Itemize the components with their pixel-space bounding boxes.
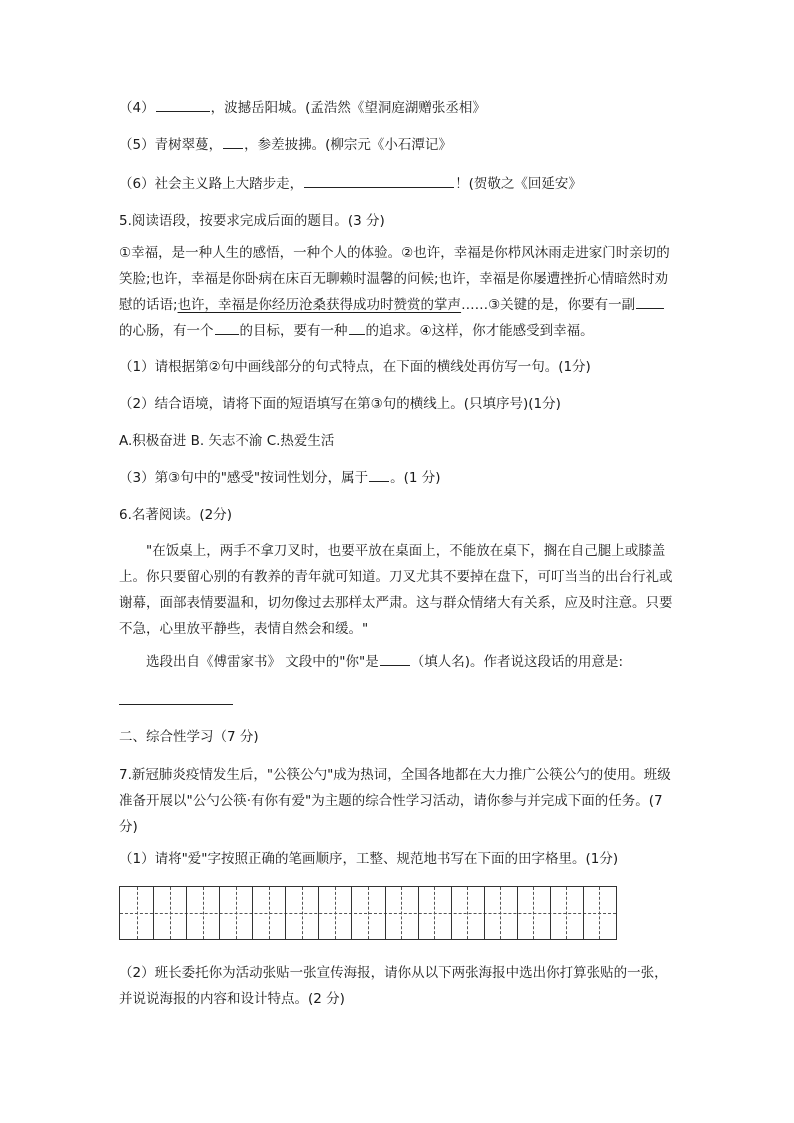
reading-passage (119, 240, 677, 344)
sub-question-3 (119, 467, 441, 489)
grid-cell-dash (269, 887, 270, 939)
grid-cell-dash (236, 887, 237, 939)
answer-blank[interactable] (349, 320, 365, 335)
section-7-sub-2: （2）班长委托你为活动张贴一张宣传海报，请你从以下两张海报中选出你打算张贴的一张，并说说海报的内容和设计特点。(2 分) (119, 965, 668, 1007)
grid-cell-dash (599, 887, 600, 939)
sub-question-1: （1）请根据第②句中画线部分的句式特点，在下面的横线处再仿写一句。(1分) (119, 359, 591, 375)
sub3-text: （3）第③句中的"感受"按词性划分，属于 (119, 470, 369, 486)
grid-cell-border (153, 887, 154, 939)
answer-blank[interactable] (304, 173, 454, 188)
sub3-end: 。(1 分) (390, 470, 441, 486)
answer-blank[interactable] (156, 97, 210, 112)
section-6-title: 6.名著阅读。(2分) (119, 507, 233, 523)
q5-prefix: （5）青树翠蔓， (119, 137, 223, 153)
grid-cell-dash (170, 887, 171, 939)
book-quote: "在饭桌上，两手不拿刀叉时，也要平放在桌面上，不能放在桌下，搁在自己腿上或膝盖上。你只要留心别的有教养的青年就可知道。刀叉尤其不要掉在盘下，可叮当当的出台行礼或谢幕，面部表情要温和，切勿像过去那样太严肃。这与群众情绪大有关系，应及时注意。只要不急，心里放平静些，表情自然会和缓。" (119, 543, 673, 637)
q6-text: ！(贺敬之《回延安》 (455, 176, 582, 192)
answer-line[interactable] (119, 704, 233, 705)
poem-fill-5 (119, 134, 452, 156)
grid-cell-dash (137, 887, 138, 939)
section-7-intro: 7.新冠肺炎疫情发生后，"公筷公勺"成为热词，全国各地都在大力推广公筷公勺的使用。班级准备开展以"公勺公筷·有你有爱"为主题的综合性学习活动，请你参与并完成下面的任务。(7分) (119, 767, 671, 835)
grid-cell-dash (533, 887, 534, 939)
grid-cell-border (517, 887, 518, 939)
answer-options: A.积极奋进 B. 矢志不渝 C.热爱生活 (119, 433, 335, 449)
grid-cell-border (550, 887, 551, 939)
sub-question-2: （2）结合语境，请将下面的短语填写在第③句的横线上。(只填序号)(1分) (119, 396, 561, 412)
passage-sentence-4: 的目标，要有一种 (239, 323, 348, 339)
sec6-question-a: 选段出自《傅雷家书》 文段中的"你"是 (146, 654, 379, 670)
grid-cell-border (385, 887, 386, 939)
grid-cell-border (285, 887, 286, 939)
q4-prefix: （4） (119, 100, 155, 116)
grid-cell-border (484, 887, 485, 939)
answer-blank[interactable] (369, 467, 389, 482)
grid-cell-border (318, 887, 319, 939)
section-7-sub-1: （1）请将"爱"字按照正确的笔画顺序，工整、规范地书写在下面的田字格里。(1分) (119, 851, 619, 867)
passage-sentence-3: 的心肠，有一个 (119, 323, 214, 339)
part-2-title: 二、综合性学习（7 分) (119, 729, 259, 745)
poem-fill-6 (119, 173, 582, 195)
grid-cell-border (583, 887, 584, 939)
answer-blank[interactable] (215, 320, 239, 335)
section-6-question (146, 651, 623, 673)
grid-cell-dash (335, 887, 336, 939)
poem-fill-4 (119, 97, 486, 119)
grid-cell-border (219, 887, 220, 939)
answer-blank[interactable] (380, 651, 410, 666)
passage-sentence-5: 的追求。④这样，你才能感受到幸福。 (365, 323, 594, 339)
tianzige-grid[interactable] (119, 886, 617, 940)
grid-cell-dash (434, 887, 435, 939)
q5-text: ，参差披拂。(柳宗元《小石潭记》 (244, 137, 452, 153)
grid-cell-dash (467, 887, 468, 939)
answer-blank[interactable] (223, 134, 243, 149)
grid-cell-dash (566, 887, 567, 939)
grid-cell-border (186, 887, 187, 939)
sec6-question-b: （填人名)。作者说这段话的用意是: (410, 654, 624, 670)
q6-prefix: （6）社会主义路上大踏步走， (119, 176, 304, 192)
grid-cell-border (451, 887, 452, 939)
grid-cell-dash (368, 887, 369, 939)
passage-sentence-1: ①幸福，是一种人生的感悟，一种个人的体验。②也许，幸福是你栉风沐雨走进家门时亲切的笑脸;也许，幸福是你卧病在床百无聊赖时温馨的问候;也许，幸福是你屡遭挫折心情暗然时劝慰的话语; (119, 245, 670, 313)
grid-cell-border (418, 887, 419, 939)
grid-cell-dash (401, 887, 402, 939)
q4-text: ，波撼岳阳城。(孟浩然《望洞庭湖赠张丞相》 (210, 100, 486, 116)
grid-cell-dash (302, 887, 303, 939)
section-5-title: 5.阅读语段，按要求完成后面的题目。(3 分) (119, 213, 385, 229)
underlined-sentence: 也许，幸福是你经历沧桑获得成功时赞赏的掌声 (177, 297, 462, 313)
grid-cell-border (351, 887, 352, 939)
grid-cell-border (252, 887, 253, 939)
grid-cell-dash (203, 887, 204, 939)
passage-sentence-2: ……③关键的是，你要有一副 (461, 297, 636, 313)
answer-blank[interactable] (636, 294, 664, 309)
grid-cell-dash (500, 887, 501, 939)
